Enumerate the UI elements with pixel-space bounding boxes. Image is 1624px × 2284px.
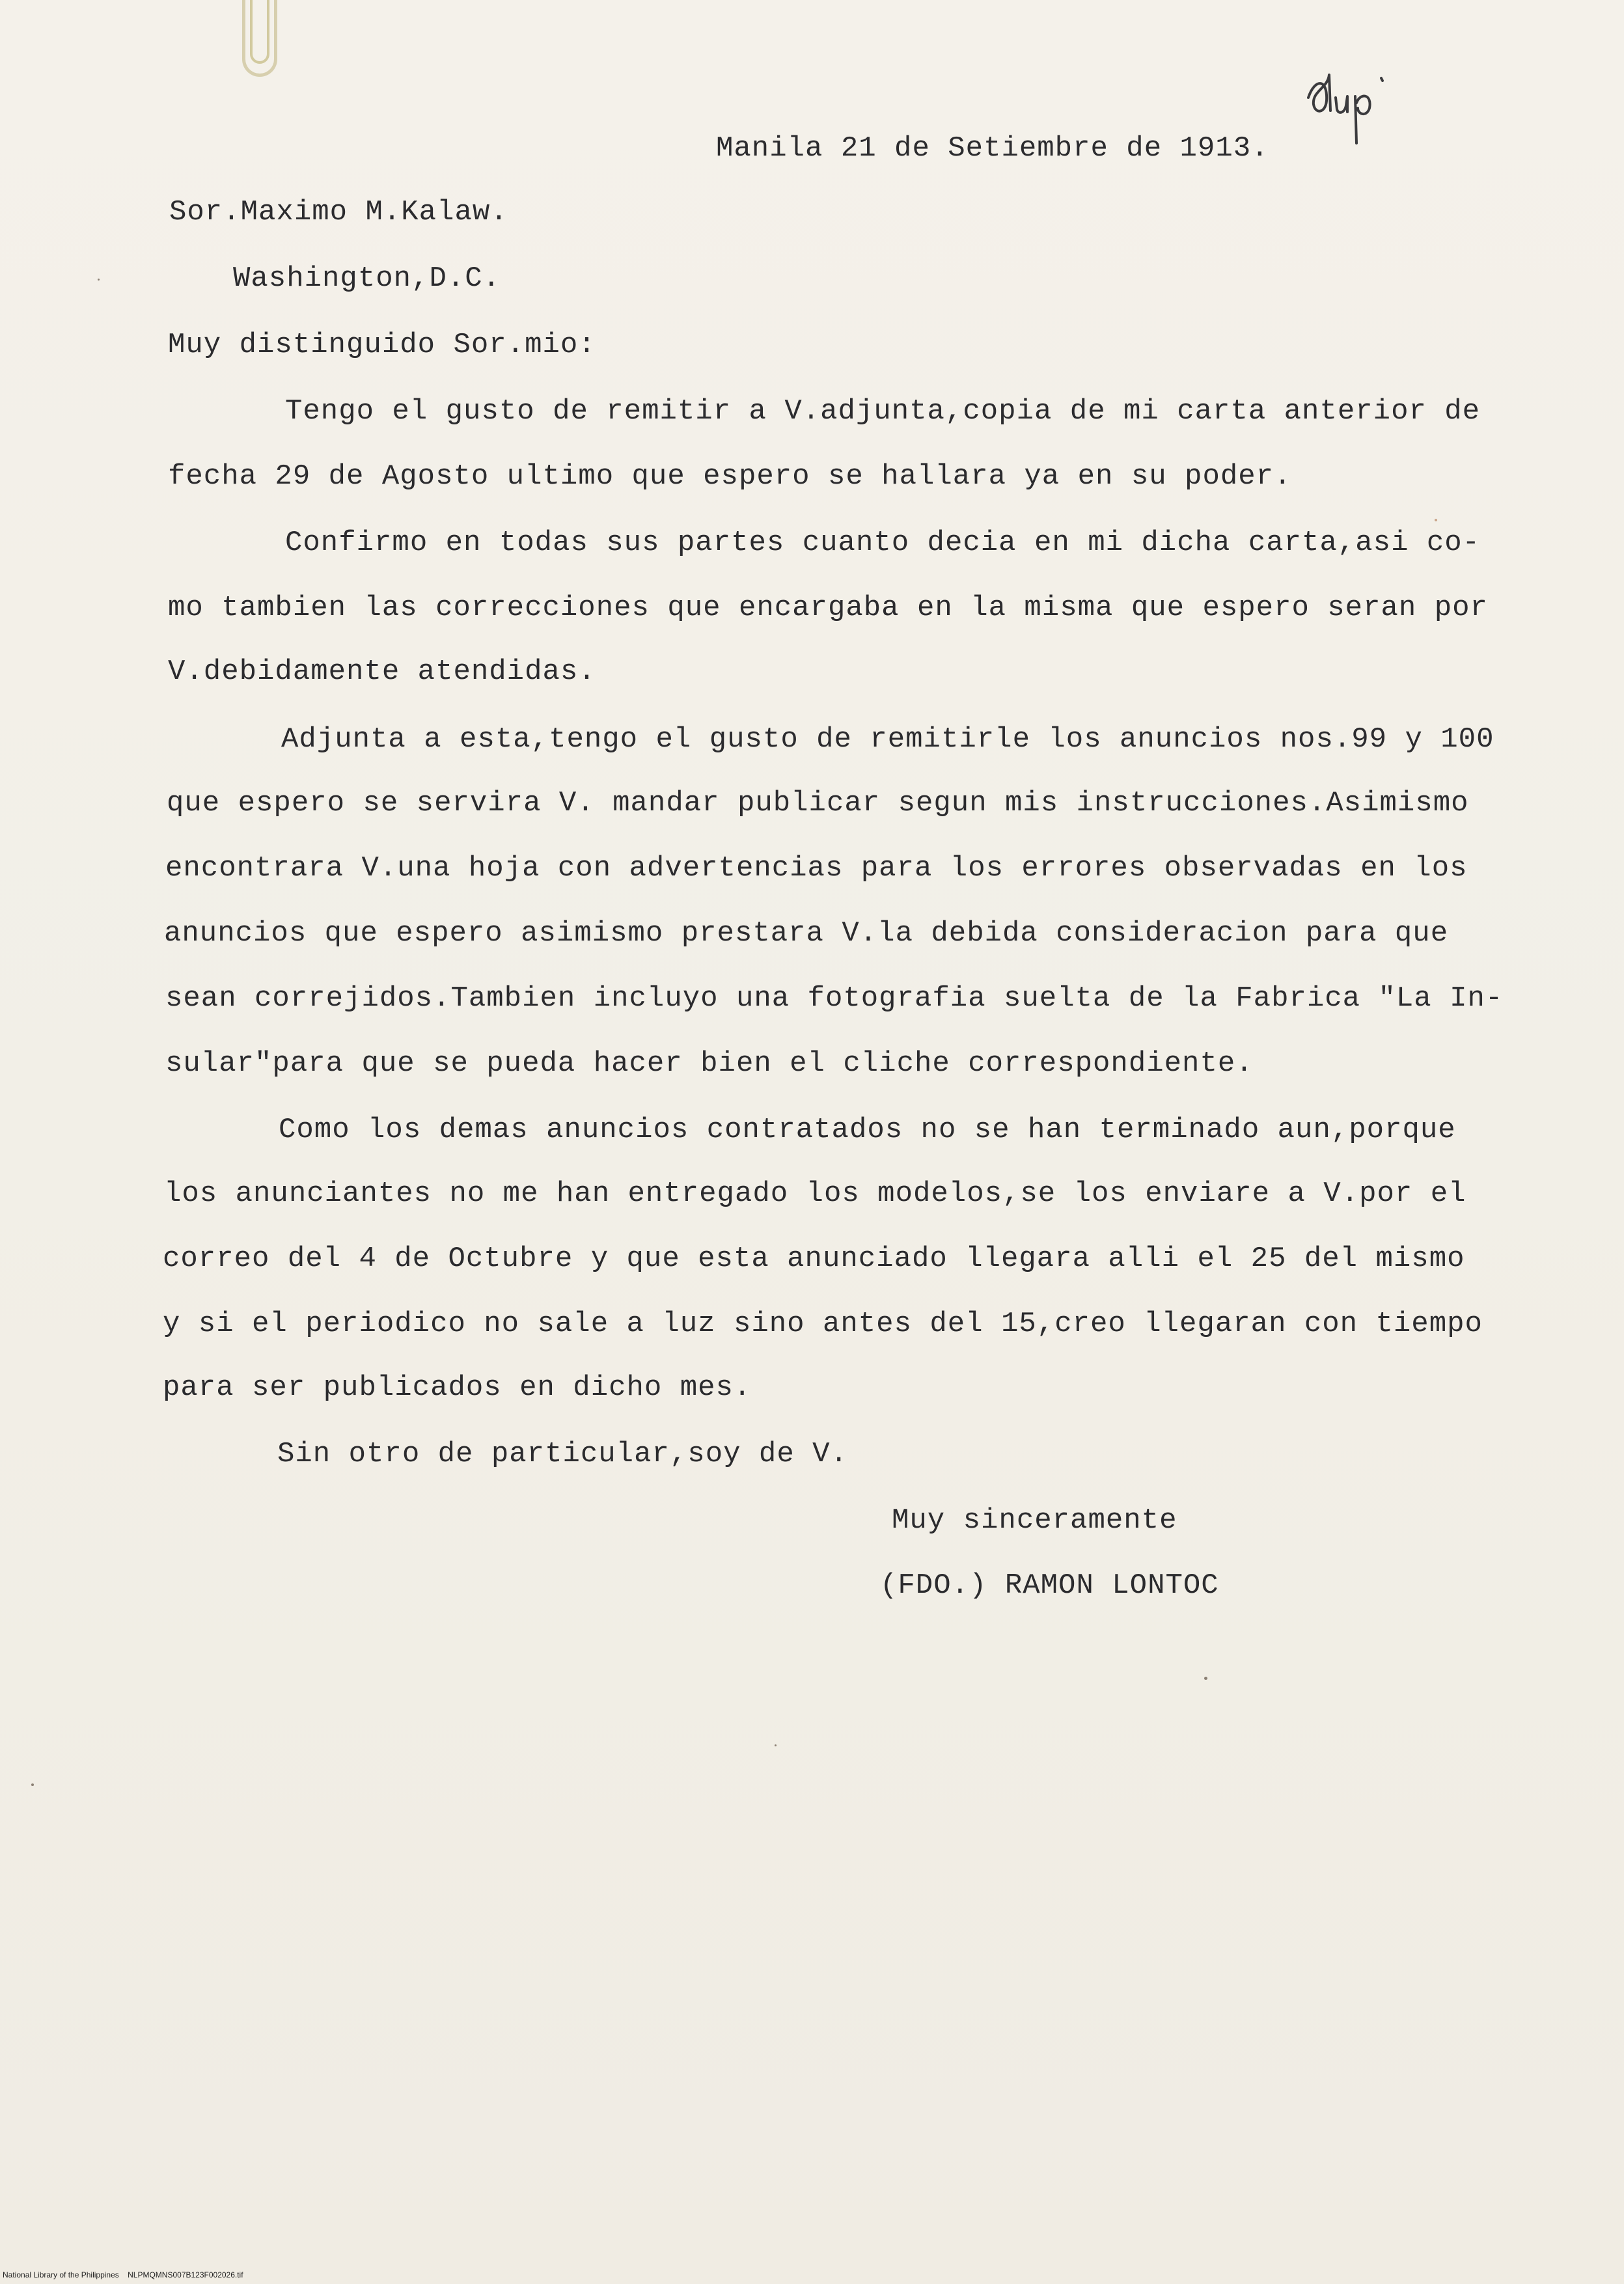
recipient-name: Sor.Maximo M.Kalaw. — [169, 196, 508, 228]
body-line: anuncios que espero asimismo prestara V.la debida consideracion para que — [164, 917, 1449, 950]
date-line: Manila 21 de Setiembre de 1913. — [716, 132, 1269, 165]
body-line: correo del 4 de Octubre y que esta anunciado llegara alli el 25 del mismo — [163, 1243, 1465, 1275]
handwritten-annotation — [1302, 52, 1406, 156]
body-line: mo tambien las correcciones que encargaba en la misma que espero seran por — [168, 592, 1488, 624]
body-line: que espero se servira V. mandar publicar segun mis instrucciones.Asimismo — [167, 787, 1469, 819]
recipient-location: Washington,D.C. — [233, 262, 501, 295]
body-line: Adjunta a esta,tengo el gusto de remitirle los anuncios nos.99 y 100 — [281, 723, 1494, 756]
paper-speck — [1435, 519, 1437, 521]
body-line: Como los demas anuncios contratados no se han terminado aun,porque — [279, 1114, 1456, 1146]
body-line: para ser publicados en dicho mes. — [163, 1371, 752, 1404]
body-line: sular"para que se pueda hacer bien el cliche correspondiente. — [165, 1047, 1254, 1080]
closing: Muy sinceramente — [892, 1504, 1177, 1537]
paper-speck — [98, 279, 100, 281]
body-line: Tengo el gusto de remitir a V.adjunta,copia de mi carta anterior de — [285, 395, 1481, 428]
body-line: V.debidamente atendidas. — [168, 655, 596, 688]
paper-speck — [31, 1783, 34, 1786]
body-line: y si el periodico no sale a luz sino antes del 15,creo llegaran con tiempo — [163, 1308, 1483, 1340]
paper-speck — [775, 1744, 777, 1746]
paper-clip-inner-mark — [250, 0, 269, 64]
scan-footer — [3, 2270, 243, 2279]
body-line: sean correjidos.Tambien incluyo una fotografia suelta de la Fabrica "La In- — [165, 982, 1504, 1015]
body-line: los anunciantes no me han entregado los modelos,se los enviare a V.por el — [164, 1177, 1466, 1210]
footer-institution: National Library of the Philippines — [3, 2270, 119, 2279]
paper-speck — [1204, 1677, 1207, 1680]
salutation: Muy distinguido Sor.mio: — [168, 329, 596, 361]
body-line: encontrara V.una hoja con advertencias para los errores observadas en los — [165, 852, 1468, 885]
footer-file-id: NLPMQMNS007B123F002026.tif — [128, 2270, 243, 2279]
signature: (FDO.) RAMON LONTOC — [880, 1569, 1219, 1602]
body-line: fecha 29 de Agosto ultimo que espero se hallara ya en su poder. — [168, 460, 1292, 493]
body-line: Sin otro de particular,soy de V. — [277, 1438, 848, 1470]
body-line: Confirmo en todas sus partes cuanto decia en mi dicha carta,asi co- — [285, 527, 1481, 559]
